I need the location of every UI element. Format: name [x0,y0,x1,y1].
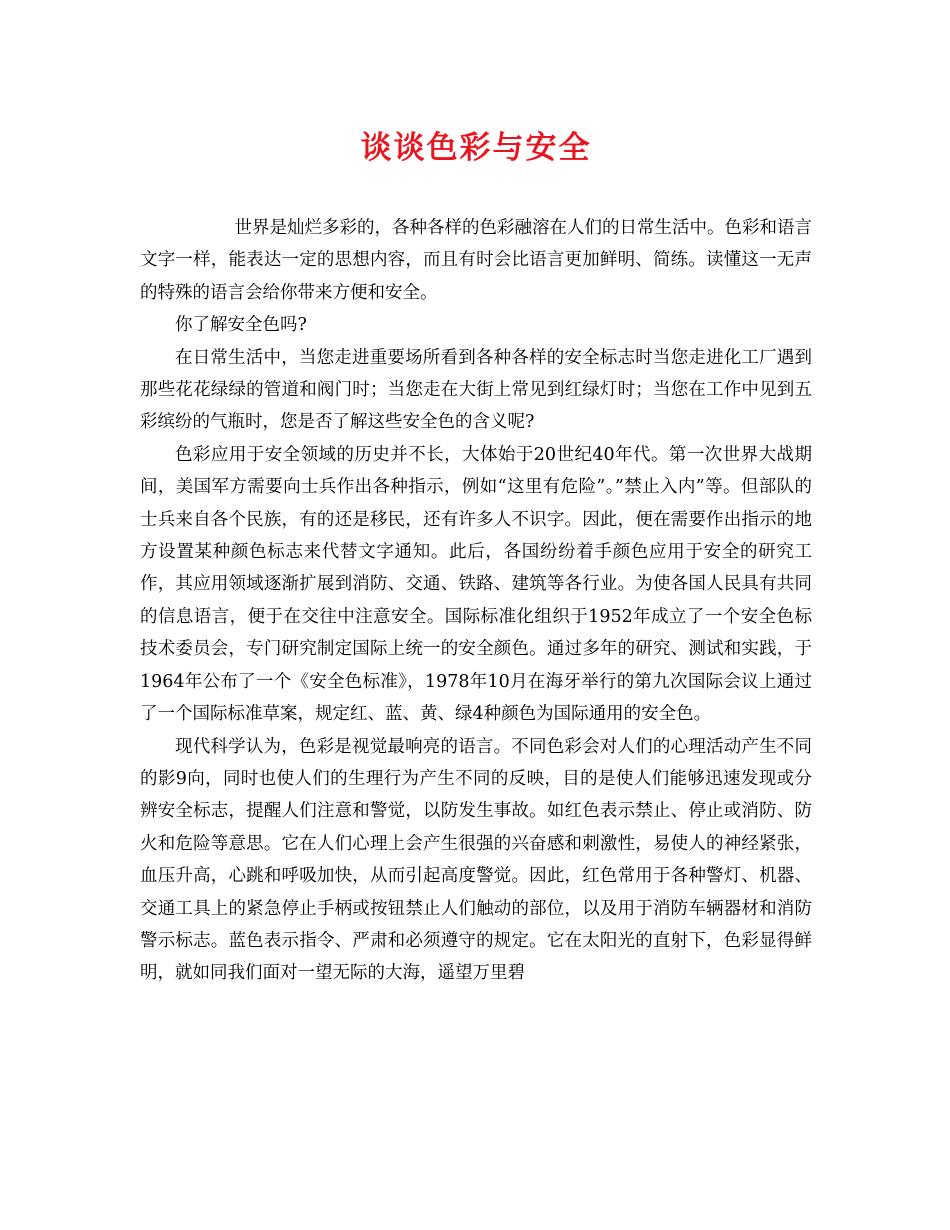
paragraph-science: 现代科学认为，色彩是视觉最响亮的语言。不同色彩会对人们的心理活动产生不同的影9向，同时也使人们的生理行为产生不同的反映，目的是使人们能够迅速发现或分辨安全标志，提醒人们注意和警觉，以防发生事故。如红色表示禁止、停止或消防、防火和危险等意思。它在人们心理上会产生很强的兴奋感和刺激性，易使人的神经紧张，血压升高，心跳和呼吸加快，从而引起高度警觉。因此，红色常用于各种警灯、机器、交通工具上的紧急停止手柄或按钮禁止人们触动的部位，以及用于消防车辆器材和消防警示标志。蓝色表示指令、严肃和必须遵守的规定。它在太阳光的直射下，色彩显得鲜明，就如同我们面对一望无际的大海，遥望万里碧 [140,736,812,984]
paragraph-intro: 世界是灿烂多彩的，各种各样的色彩融溶在人们的日常生活中。色彩和语言文字一样，能表达一定的思想内容，而且有时会比语言更加鲜明、简练。读懂这一无声的特殊的语言会给你带来方便和安全。 [140,218,812,303]
paragraph-daily-life: 在日常生活中，当您走进重要场所看到各种各样的安全标志时当您走进化工厂遇到那些花花绿绿的管道和阀门时；当您走在大街上常见到红绿灯时；当您在工作中见到五彩缤纷的气瓶时，您是否了解这些安全色的含义呢? [140,347,812,433]
document-page [140,120,812,990]
document-title: 谈谈色彩与安全 [360,130,592,166]
paragraph-question: 你了解安全色吗? [175,315,307,336]
paragraph-history: 色彩应用于安全领域的历史并不长，大体始于20世纪40年代。第一次世界大战期间，美国军方需要向士兵作出各种指示，例如“这里有危险”。”禁止入内”等。但部队的士兵来自各个民族，有的还是移民，还有许多人不识字。因此，便在需要作出指示的地方设置某种颜色标志来代替文字通知。此后，各国纷纷着手颜色应用于安全的研究工作，其应用领域逐渐扩展到消防、交通、铁路、建筑等各行业。为使各国人民具有共同的信息语言，便于在交往中注意安全。国际标准化组织于1952年成立了一个安全色标技术委员会，专门研究制定国际上统一的安全颜色。通过多年的研究、测试和实践，于1964年公布了一个《安全色标准》，1978年10月在海牙举行的第九次国际会议上通过了一个国际标准草案，规定红、蓝、黄、绿4种颜色为国际通用的安全色。 [140,444,812,725]
